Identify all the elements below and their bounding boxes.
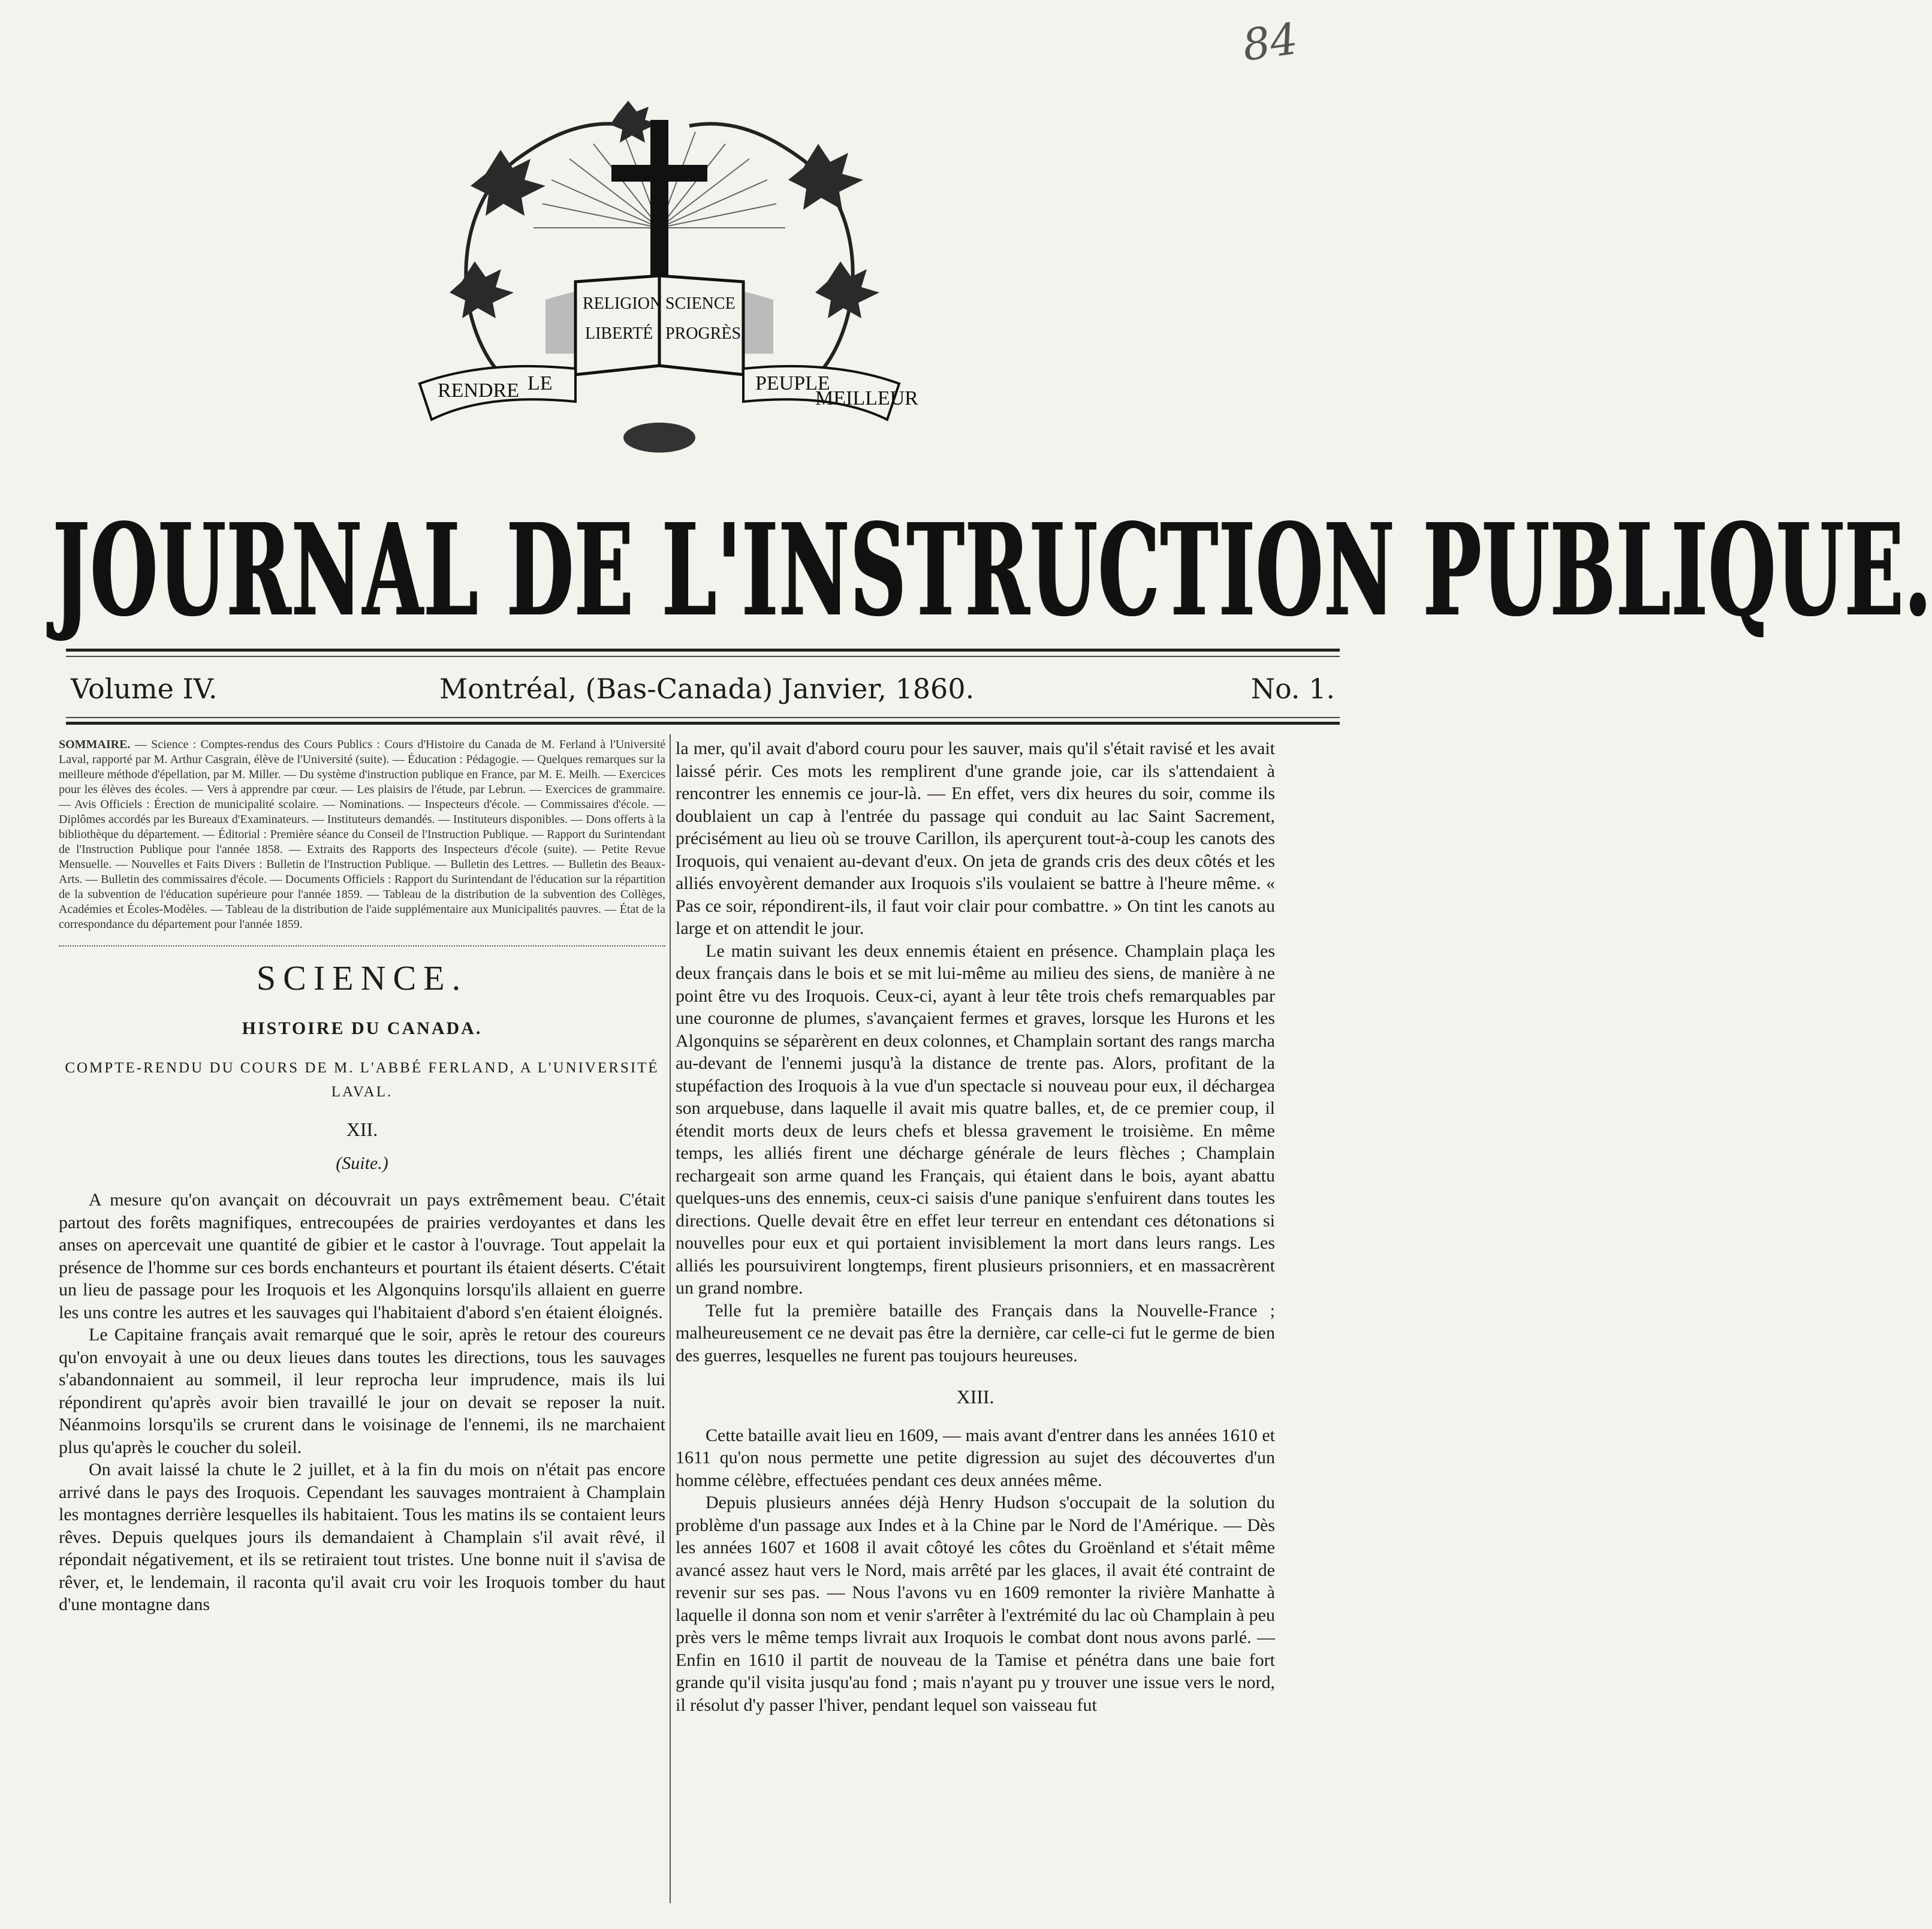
summary-block [59, 737, 665, 932]
right-paragraph: la mer, qu'il avait d'abord couru pour les sauver, mais qu'il s'était ravisé et les avait laissé périr. Ces mots les remplirent d'une grande joie, car ils s'attendaient à rencontrer les ennemis ce jour-là. — En effet, vers dix heures du soir, comme ils doublaient un cap à l'entrée du passage qui conduit au lac Saint Sacrement, précisément au lieu où se trouve Carillon, ils aperçurent tout-à-coup les canots des Iroquois, qui venaient au-devant d'eux. On jeta de grands cris des deux côtés et les alliés envoyèrent demander aux Iroquois s'ils voulaient se battre à l'heure même. « Pas ce soir, répondirent-ils, il faut voir clair pour combattre. » On tint les canots au large et on attendit le jour. [676, 739, 1275, 938]
volume-label: Volume IV. [71, 673, 218, 705]
issue-number: No. 1. [1250, 673, 1335, 705]
rule-mid [66, 722, 1340, 725]
rule-top-thin [66, 656, 1340, 657]
chapter-numeral-2: XIII. [956, 1386, 994, 1407]
right-column [676, 737, 1275, 1716]
right-paragraph: Telle fut la première bataille des Français dans la Nouvelle-France ; malheureusement ce ne devait pas être la dernière, car celle-ci fut le germe de bien des guerres, lesquelles ne furent pas toujours heureuses. [676, 1300, 1275, 1366]
rule-top [66, 649, 1340, 652]
book-word-religion: RELIGION [583, 294, 662, 313]
right-paragraph: Le matin suivant les deux ennemis étaient en présence. Champlain plaça les deux français dans le bois et se mit lui-même au milieu des siens, de manière à ne point être vu des Iroquois. Ceux-ci, ayant à leur tête trois chefs remarquables par une couronne de plumes, s'avançaient fermes et graves, lorsque les Hurons et les Algonquins se séparèrent en deux colonnes, et Champlain sortant des rangs marcha au-devant de l'ennemi jusqu'à la distance de trente pas. Alors, profitant de la stupéfaction des Iroquois à la vue d'un spectacle si nouveau pour eux, il déchargea son arquebuse, dans laquelle il avait mis quatre balles, et, de ce premier coup, il étendit morts deux de leurs chefs et blessa gravement le troisième. En même temps, les alliés firent une décharge générale de leurs flèches ; Champlain rechargeait son arme quand les Français, qui étaient dans le bois, ayant abattu quelques-uns des ennemis, ceux-ci saisis d'une panique s'enfuirent dans toutes les directions. Quelle devait être en effet leur terreur en entendant ces détonations si nouvelles pour eux et qui portaient invisiblement la mort dans leurs rangs. Les alliés les poursuivirent longtemps, firent plusieurs prisonniers, et en massacrèrent un grand nombre. [676, 941, 1275, 1298]
left-paragraph: Le Capitaine français avait remarqué que le soir, après le retour des coureurs qu'on envoyait à une ou deux lieues dans toutes les directions, tous les sauvages s'abandonnaient au sommeil, il leur reprocha leur imprudence, mais ils lui répondirent qu'après avoir bien travaillé le jour on devait se reposer la nuit. Néanmoins lorsqu'ils se crurent dans le voisinage de l'ennemi, ils ne marchaient plus qu'après le coucher du soleil. [59, 1325, 665, 1457]
ribbon-word-meilleur: MEILLEUR [815, 387, 918, 409]
suite-label: (Suite.) [336, 1153, 388, 1173]
course-title: COMPTE-RENDU DU COURS DE M. L'ABBÉ FERLAND, A L'UNIVERSITÉ LAVAL. [65, 1060, 659, 1100]
motto-ribbon [420, 366, 918, 420]
book-word-science: SCIENCE [665, 294, 736, 313]
column-divider [670, 734, 671, 1903]
dotted-separator [59, 945, 665, 947]
issue-line [71, 673, 1335, 715]
cross-icon [611, 120, 707, 300]
summary-lead: SOMMAIRE. [59, 738, 131, 751]
summary-text: — Science : Comptes-rendus des Cours Publics : Cours d'Histoire du Canada de M. Ferland à l'Université Laval, rapporté par M. Arthur Casgrain, élève de l'Université (suite). — Éducation : Pédagogie. — Quelques remarques sur la meilleure méthode d'épellation, par M. Miller. — Du système d'instruction publique en France, par M. E. Meilh. — Exercices pour les élèves des écoles. — Vers à apprendre par cœur. — Les plaisirs de l'étude, par Lebrun. — Exercices de grammaire. — Avis Officiels : Érection de municipalité scolaire. — Nominations. — Inspecteurs d'école. — Commissaires d'école. — Diplômes accordés par les Bureaux d'Examinateurs. — Instituteurs demandés. — Instituteurs disponibles. — Dons offerts à la bibliothèque du département. — Éditorial : Première séance du Conseil de l'Instruction Publique. — Rapport du Surintendant de l'Instruction Publique pour l'année 1858. — Extraits des Rapports des Inspecteurs d'école (suite). — Petite Revue Mensuelle. — Nouvelles et Faits Divers : Bulletin de l'Instruction Publique. — Bulletin des Lettres. — Bulletin des Beaux-Arts. — Bulletin des commissaires d'école. — Documents Officiels : Rapport du Surintendant de l'éducation sur la répartition de la subvention de l'éducation supérieure pour l'année 1859. — Tableau de la distribution de la subvention des Collèges, Académies et Écoles-Modèles. — Tableau de la distribution de l'aide supplémentaire aux Municipalités pauvres. — État de la correspondance du département pour l'année 1859. [59, 738, 665, 931]
beaver-icon [623, 423, 695, 453]
ribbon-word-rendre: RENDRE [438, 379, 519, 402]
article-subhead: HISTOIRE DU CANADA. [242, 1018, 483, 1038]
book-word-progres: PROGRÈS [665, 324, 742, 343]
left-paragraph: On avait laissé la chute le 2 juillet, et à la fin du mois on n'était pas encore arrivé dans le pays des Iroquois. Cependant les sauvages montraient à Champlain les montagnes derrière lesquelles ils habitaient. Tous les matins ils se contaient leurs rêves. Depuis quelques jours ils demandaient à Champlain s'il avait rêvé, il répondait négativement, et ils se retiraient tout tristes. Une bonne nuit il s'avisa de rêver, et, le lendemain, il raconta qu'il avait cru voir les Iroquois tomber du haut d'une montagne dans [59, 1460, 665, 1614]
chapter-numeral: XII. [346, 1119, 378, 1140]
ribbon-word-le: LE [528, 372, 553, 394]
right-paragraph: Cette bataille avait lieu en 1609, — mais avant d'entrer dans les années 1610 et 1611 qu'on nous permette une petite digression au sujet des découvertes d'un homme célèbre, effectuées pendant ces deux années même. [676, 1425, 1275, 1490]
right-paragraph: Depuis plusieurs années déjà Henry Hudson s'occupait de la solution du problème d'un passage aux Indes et à la Chine par le Nord de l'Amérique. — Dès les années 1607 et 1608 il avait côtoyé les côtes du Groënland et s'était même avancé assez haut vers le Nord, mais arrêté par les glaces, il avait été contraint de revenir sur ses pas. — Nous l'avons vu en 1609 remonter la rivière Manhatte à laquelle il donna son nom et venir s'arrêter à l'extrémité du lac où Champlain à peu près vers le même temps livrait aux Iroquois le combat dont nous avons parlé. — Enfin en 1610 il partit de nouveau de la Tamise et pénétra dans une baie fort grande qu'il visita jusqu'au fond ; mais n'ayant pu y trouver une issue vers le nord, il résolut d'y passer l'hiver, pendant lequel son vaisseau fut [676, 1493, 1275, 1715]
masthead-title: JOURNAL DE L'INSTRUCTION PUBLIQUE. [53, 496, 1932, 646]
left-paragraph: A mesure qu'on avançait on découvrait un pays extrêmement beau. C'était partout des forêts magnifiques, entrecoupées de prairies verdoyantes et dans les anses on apercevait une quantité de gibier et le castor à l'ouvrage. Tout appelait la présence de l'homme sur ces bords enchanteurs et pourtant ils étaient déserts. C'était un lieu de passage pour les Iroquois et les Algonquins lorsqu'ils allaient en guerre les uns contre les autres et les sauvages qui l'habitaient d'abord s'en étaient éloignés. [59, 1190, 665, 1322]
emblem-engraving [396, 102, 923, 486]
book-word-liberte: LIBERTÉ [585, 324, 653, 343]
folio-number: 84 [1239, 13, 1301, 71]
ribbon-word-peuple: PEUPLE [755, 372, 830, 394]
section-heading: SCIENCE. [256, 959, 468, 997]
rule-mid-thin [66, 717, 1340, 718]
place-date: Montréal, (Bas-Canada) Janvier, 1860. [439, 673, 975, 705]
left-column [59, 737, 665, 1616]
